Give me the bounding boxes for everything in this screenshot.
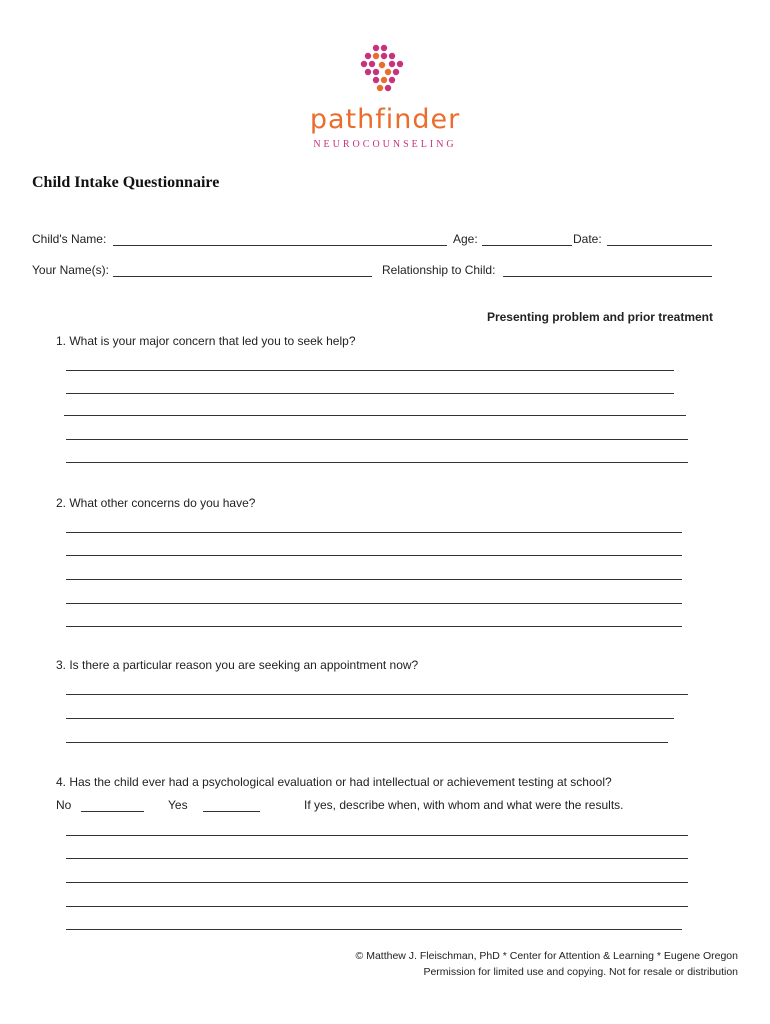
brand-name: pathfinder [309,104,461,135]
relationship-label: Relationship to Child: [382,263,496,277]
childs-name-label: Child's Name: [32,232,107,246]
question-4-label: 4. Has the child ever had a psychological evaluation or had intellectual or achievement testing at school? [56,775,612,789]
yes-option-label: Yes [168,798,188,812]
no-option-field[interactable] [81,811,144,812]
q4-answer-line[interactable] [66,882,688,883]
age-field[interactable] [482,245,572,246]
form-title: Child Intake Questionnaire [32,174,220,191]
q4-answer-line[interactable] [66,835,688,836]
q2-answer-line[interactable] [66,532,682,533]
q4-answer-line[interactable] [66,858,688,859]
footer-copyright: © Matthew J. Fleischman, PhD * Center for Attention & Learning * Eugene Oregon [355,950,738,962]
brand-subtitle: NEUROCOUNSELING [313,139,457,150]
yes-option-field[interactable] [203,811,260,812]
q1-answer-line[interactable] [66,370,674,371]
if-yes-instruction: If yes, describe when, with whom and what were the results. [304,798,624,812]
q1-answer-line[interactable] [66,462,688,463]
age-label: Age: [453,232,478,246]
no-option-label: No [56,798,72,812]
q1-answer-line[interactable] [66,393,674,394]
question-1-label: 1. What is your major concern that led you to seek help? [56,334,356,348]
relationship-field[interactable] [503,276,712,277]
q2-answer-line[interactable] [66,603,682,604]
section-heading: Presenting problem and prior treatment [486,310,713,324]
your-names-field[interactable] [113,276,372,277]
q4-answer-line[interactable] [66,929,682,930]
q1-answer-line[interactable] [64,415,686,416]
date-label: Date: [573,232,602,246]
q2-answer-line[interactable] [66,626,682,627]
q2-answer-line[interactable] [66,555,682,556]
your-names-label: Your Name(s): [32,263,109,277]
q3-answer-line[interactable] [66,718,674,719]
footer-permission: Permission for limited use and copying. Not for resale or distribution [423,966,738,978]
question-3-label: 3. Is there a particular reason you are seeking an appointment now? [56,658,419,672]
q1-answer-line[interactable] [66,439,688,440]
q2-answer-line[interactable] [66,579,682,580]
date-field[interactable] [607,245,712,246]
question-2-label: 2. What other concerns do you have? [56,496,256,510]
childs-name-field[interactable] [113,245,447,246]
q3-answer-line[interactable] [66,742,668,743]
q3-answer-line[interactable] [66,694,688,695]
pathfinder-logo-icon [360,44,408,92]
q4-answer-line[interactable] [66,906,688,907]
